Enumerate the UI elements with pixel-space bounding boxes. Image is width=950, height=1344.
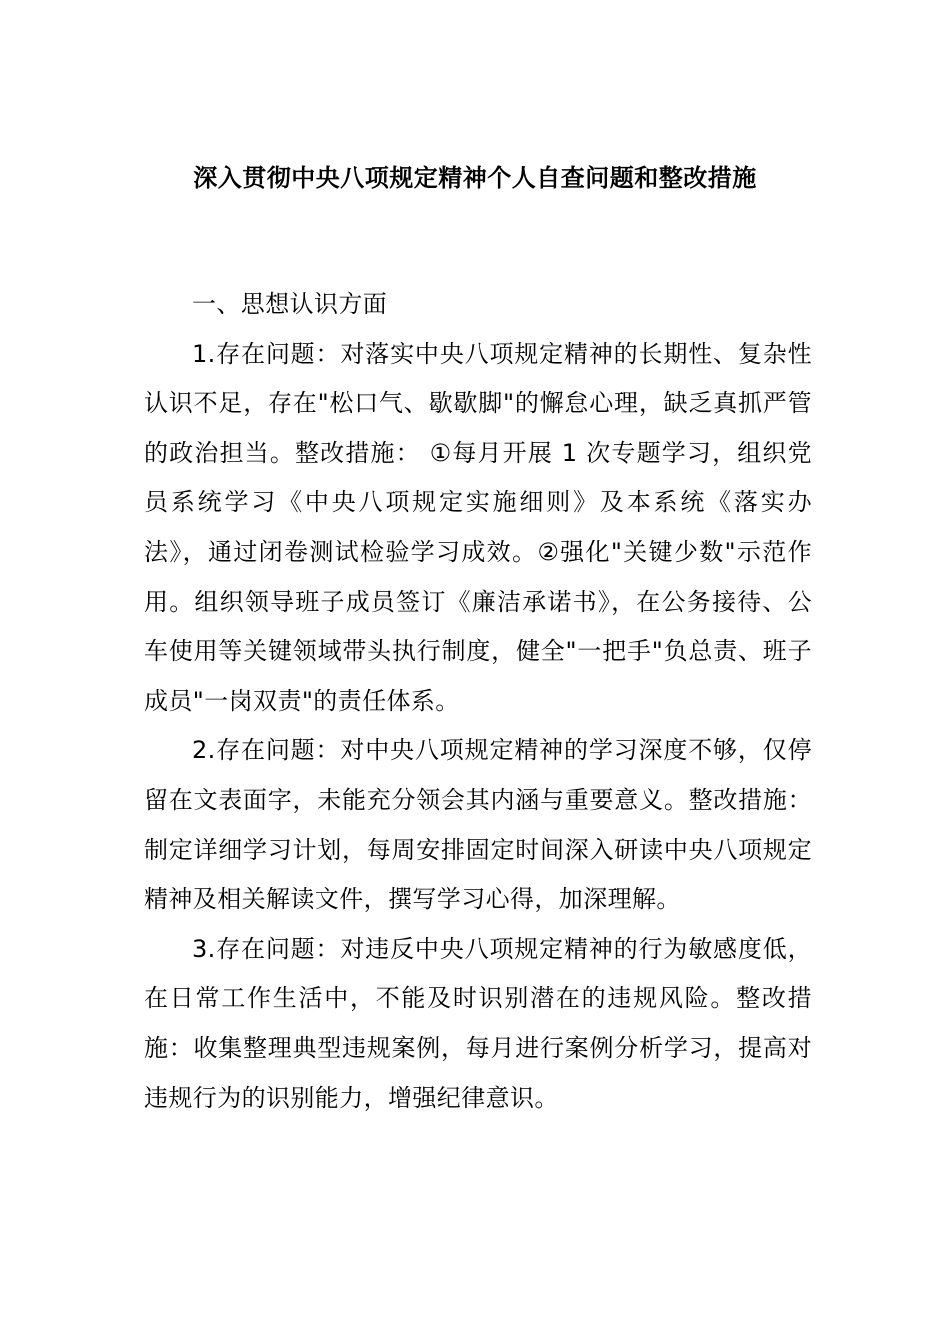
section-heading: 一、思想认识方面	[192, 290, 388, 318]
document-body	[144, 280, 812, 1123]
document-title: 深入贯彻中央八项规定精神个人自查问题和整改措施	[193, 164, 757, 192]
paragraph-2: 2.存在问题：对中央八项规定精神的学习深度不够，仅停留在文表面字，未能充分领会其内涵与重要意义。整改措施：制定详细学习计划，每周安排固定时间深入研读中央八项规定精神及相关解读文件，撰写学习心得，加深理解。	[144, 736, 812, 914]
paragraph-3: 3.存在问题：对违反中央八项规定精神的行为敏感度低，在日常工作生活中，不能及时识别潜在的违规风险。整改措施：收集整理典型违规案例，每月进行案例分析学习，提高对违规行为的识别能力，增强纪律意识。	[144, 934, 812, 1112]
paragraph-1: 1.存在问题：对落实中央八项规定精神的长期性、复杂性认识不足，存在"松口气、歇歇脚"的懈怠心理，缺乏真抓严管的政治担当。整改措施： ①每月开展 1 次专题学习，组织党员系统学习《中央八项规定实施细则》及本系统《落实办法》，通过闭卷测试检验学习成效。②强化"关键少数"示范作用。组织领导班子成员签订《廉洁承诺书》，在公务接待、公车使用等关键领域带头执行制度，健全"一把手"负总责、班子成员"一岗双责"的责任体系。	[144, 339, 812, 715]
